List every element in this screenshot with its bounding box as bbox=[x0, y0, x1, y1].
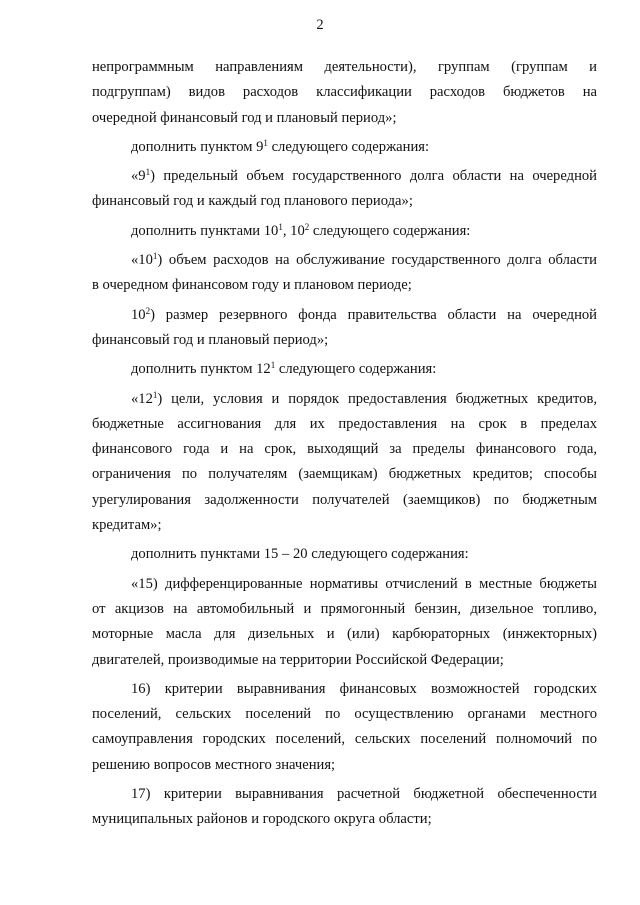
text-line bbox=[92, 357, 597, 382]
text-run: ) цели, условия и порядок предоставления бюджетных кредитов, bbox=[157, 390, 597, 407]
text-line bbox=[92, 677, 597, 702]
text-line bbox=[92, 782, 597, 807]
text-run: муниципальных районов и городского округа области; bbox=[92, 811, 432, 828]
text-line bbox=[92, 189, 597, 214]
text-line bbox=[92, 328, 597, 353]
text-run: ограничения по получателям (заемщикам) бюджетных кредитов; способы bbox=[92, 466, 597, 483]
paragraph-gap bbox=[92, 833, 597, 837]
text-line bbox=[92, 273, 597, 298]
paragraph bbox=[92, 55, 597, 131]
text-line bbox=[92, 727, 597, 752]
text-line bbox=[92, 807, 597, 832]
text-line bbox=[92, 597, 597, 622]
text-run: от акцизов на автомобильный и прямогонный бензин, дизельное топливо, bbox=[92, 600, 597, 617]
text-run: 17) критерии выравнивания расчетной бюджетной обеспеченности bbox=[131, 786, 597, 803]
text-line bbox=[92, 648, 597, 673]
text-line bbox=[92, 219, 597, 244]
text-run: в очередном финансовом году и плановом периоде; bbox=[92, 277, 412, 294]
text-line bbox=[92, 542, 597, 567]
superscript: 2 bbox=[145, 305, 151, 316]
text-run: финансовый год и плановый период»; bbox=[92, 331, 329, 348]
paragraph bbox=[92, 357, 597, 382]
text-line bbox=[92, 80, 597, 105]
superscript: 1 bbox=[270, 360, 276, 371]
paragraph bbox=[92, 782, 597, 833]
text-run: «9 bbox=[131, 168, 146, 185]
text-line bbox=[92, 488, 597, 513]
text-run: моторные масла для дизельных и (или) карбюраторных (инжекторных) bbox=[92, 626, 597, 643]
text-run: самоуправления городских поселений, сельских поселений полномочий по bbox=[92, 731, 597, 748]
text-run: очередной финансовый год и плановый период»; bbox=[92, 109, 397, 126]
text-run: ) размер резервного фонда правительства области на очередной bbox=[150, 306, 597, 323]
text-line bbox=[92, 106, 597, 131]
text-line bbox=[92, 753, 597, 778]
text-line bbox=[92, 437, 597, 462]
paragraph bbox=[92, 542, 597, 567]
text-line bbox=[92, 412, 597, 437]
text-line bbox=[92, 303, 597, 328]
text-run: бюджетные ассигнования для их предоставления на срок в пределах bbox=[92, 415, 597, 432]
text-line bbox=[92, 387, 597, 412]
text-run: 16) критерии выравнивания финансовых возможностей городских bbox=[131, 680, 597, 697]
text-run: 10 bbox=[131, 306, 146, 323]
text-run: дополнить пунктом 9 bbox=[131, 138, 264, 155]
text-run: «10 bbox=[131, 252, 153, 269]
text-run: дополнить пунктами 15 – 20 следующего содержания: bbox=[131, 546, 469, 563]
text-run: поселений, сельских поселений по осуществлению органами местного bbox=[92, 706, 597, 723]
text-run: следующего содержания: bbox=[275, 361, 437, 378]
text-run: кредитам»; bbox=[92, 517, 162, 534]
paragraph bbox=[92, 677, 597, 778]
text-run: двигателей, производимые на территории Российской Федерации; bbox=[92, 651, 504, 668]
text-run: решению вопросов местного значения; bbox=[92, 756, 336, 773]
text-run: ) предельный объем государственного долга области на очередной bbox=[150, 168, 597, 185]
superscript: 2 bbox=[304, 221, 310, 232]
text-line bbox=[92, 164, 597, 189]
superscript: 1 bbox=[152, 251, 158, 262]
text-line bbox=[92, 55, 597, 80]
text-line bbox=[92, 248, 597, 273]
text-run: следующего содержания: bbox=[309, 222, 471, 239]
paragraph bbox=[92, 219, 597, 244]
text-run: «12 bbox=[131, 390, 153, 407]
text-line bbox=[92, 622, 597, 647]
text-run: финансового года и на срок, выходящий за пределы финансового года, bbox=[92, 441, 597, 458]
text-run: «15) дифференцированные нормативы отчислений в местные бюджеты bbox=[131, 575, 597, 592]
superscript: 1 bbox=[145, 167, 151, 178]
text-run: , 10 bbox=[282, 222, 305, 239]
text-line bbox=[92, 702, 597, 727]
superscript: 1 bbox=[152, 389, 158, 400]
text-run: дополнить пунктами 10 bbox=[131, 222, 279, 239]
paragraph bbox=[92, 387, 597, 539]
paragraph bbox=[92, 303, 597, 354]
text-run: ) объем расходов на обслуживание государственного долга области bbox=[157, 252, 597, 269]
text-run: непрограммным направлениям деятельности), группам (группам и bbox=[92, 59, 597, 75]
superscript: 1 bbox=[263, 137, 268, 148]
text-line bbox=[92, 135, 597, 160]
paragraph bbox=[92, 164, 597, 215]
text-run: урегулирования задолженности получателей (заемщиков) по бюджетным bbox=[92, 491, 597, 508]
document-body bbox=[92, 55, 597, 837]
text-run: подгруппам) видов расходов классификации расходов бюджетов на bbox=[92, 84, 597, 101]
text-line bbox=[92, 572, 597, 597]
text-line bbox=[92, 462, 597, 487]
text-line bbox=[92, 513, 597, 538]
superscript: 1 bbox=[278, 221, 283, 232]
text-run: финансовый год и каждый год планового периода»; bbox=[92, 193, 413, 210]
paragraph bbox=[92, 248, 597, 299]
page-number: 2 bbox=[316, 17, 324, 33]
paragraph bbox=[92, 135, 597, 160]
paragraph bbox=[92, 572, 597, 673]
text-run: дополнить пунктом 12 bbox=[131, 361, 271, 378]
text-run: следующего содержания: bbox=[267, 138, 430, 155]
